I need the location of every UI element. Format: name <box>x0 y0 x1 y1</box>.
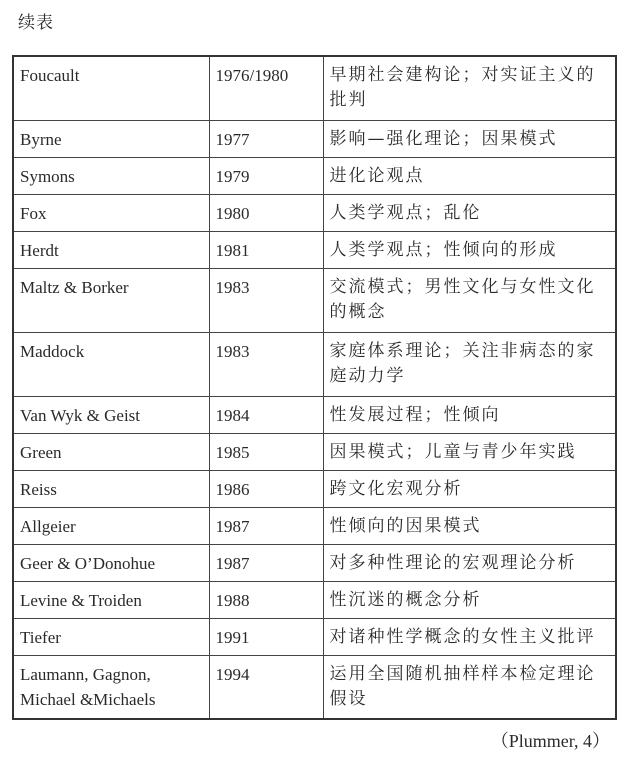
year-cell: 1977 <box>209 120 323 157</box>
year-cell: 1983 <box>209 332 323 396</box>
table-row <box>13 56 616 120</box>
author-cell: Maltz & Borker <box>13 268 209 332</box>
description-cell: 跨文化宏观分析 <box>323 470 616 507</box>
year-cell: 1987 <box>209 544 323 581</box>
description-cell: 运用全国随机抽样样本检定理论假设 <box>323 655 616 719</box>
author-cell: Maddock <box>13 332 209 396</box>
description-cell: 影响—强化理论；因果模式 <box>323 120 616 157</box>
table-row <box>13 581 616 618</box>
author-cell: Foucault <box>13 56 209 120</box>
description-cell: 性倾向的因果模式 <box>323 507 616 544</box>
table-row <box>13 507 616 544</box>
author-cell: Geer & O’Donohue <box>13 544 209 581</box>
description-cell: 人类学观点；性倾向的形成 <box>323 231 616 268</box>
description-cell: 交流模式；男性文化与女性文化的概念 <box>323 268 616 332</box>
author-cell: Green <box>13 433 209 470</box>
continued-label: 续表 <box>18 13 54 33</box>
year-cell: 1984 <box>209 396 323 433</box>
year-cell: 1980 <box>209 194 323 231</box>
description-cell: 性发展过程；性倾向 <box>323 396 616 433</box>
author-cell: Symons <box>13 157 209 194</box>
description-cell: 因果模式；儿童与青少年实践 <box>323 433 616 470</box>
table-row <box>13 544 616 581</box>
year-cell: 1987 <box>209 507 323 544</box>
author-cell: Laumann, Gagnon, Michael &Michaels <box>13 655 209 719</box>
table-row <box>13 194 616 231</box>
theories-table <box>12 55 617 720</box>
year-cell: 1985 <box>209 433 323 470</box>
table-row <box>13 332 616 396</box>
author-cell: Tiefer <box>13 618 209 655</box>
year-cell: 1988 <box>209 581 323 618</box>
author-cell: Van Wyk & Geist <box>13 396 209 433</box>
table-row <box>13 120 616 157</box>
author-cell: Herdt <box>13 231 209 268</box>
table-row <box>13 231 616 268</box>
description-cell: 早期社会建构论；对实证主义的批判 <box>323 56 616 120</box>
description-cell: 家庭体系理论；关注非病态的家庭动力学 <box>323 332 616 396</box>
author-cell: Levine & Troiden <box>13 581 209 618</box>
year-cell: 1981 <box>209 231 323 268</box>
year-cell: 1994 <box>209 655 323 719</box>
description-cell: 人类学观点；乱伦 <box>323 194 616 231</box>
table-row <box>13 396 616 433</box>
author-cell: Allgeier <box>13 507 209 544</box>
year-cell: 1976/1980 <box>209 56 323 120</box>
table-row <box>13 268 616 332</box>
description-cell: 进化论观点 <box>323 157 616 194</box>
table-row <box>13 157 616 194</box>
year-cell: 1986 <box>209 470 323 507</box>
table-row <box>13 433 616 470</box>
author-cell: Fox <box>13 194 209 231</box>
citation: （Plummer, 4） <box>490 731 610 751</box>
description-cell: 对诸种性学概念的女性主义批评 <box>323 618 616 655</box>
year-cell: 1979 <box>209 157 323 194</box>
year-cell: 1991 <box>209 618 323 655</box>
table-row <box>13 655 616 719</box>
table-row <box>13 618 616 655</box>
author-cell: Reiss <box>13 470 209 507</box>
description-cell: 性沉迷的概念分析 <box>323 581 616 618</box>
description-cell: 对多种性理论的宏观理论分析 <box>323 544 616 581</box>
year-cell: 1983 <box>209 268 323 332</box>
author-cell: Byrne <box>13 120 209 157</box>
table-row <box>13 470 616 507</box>
